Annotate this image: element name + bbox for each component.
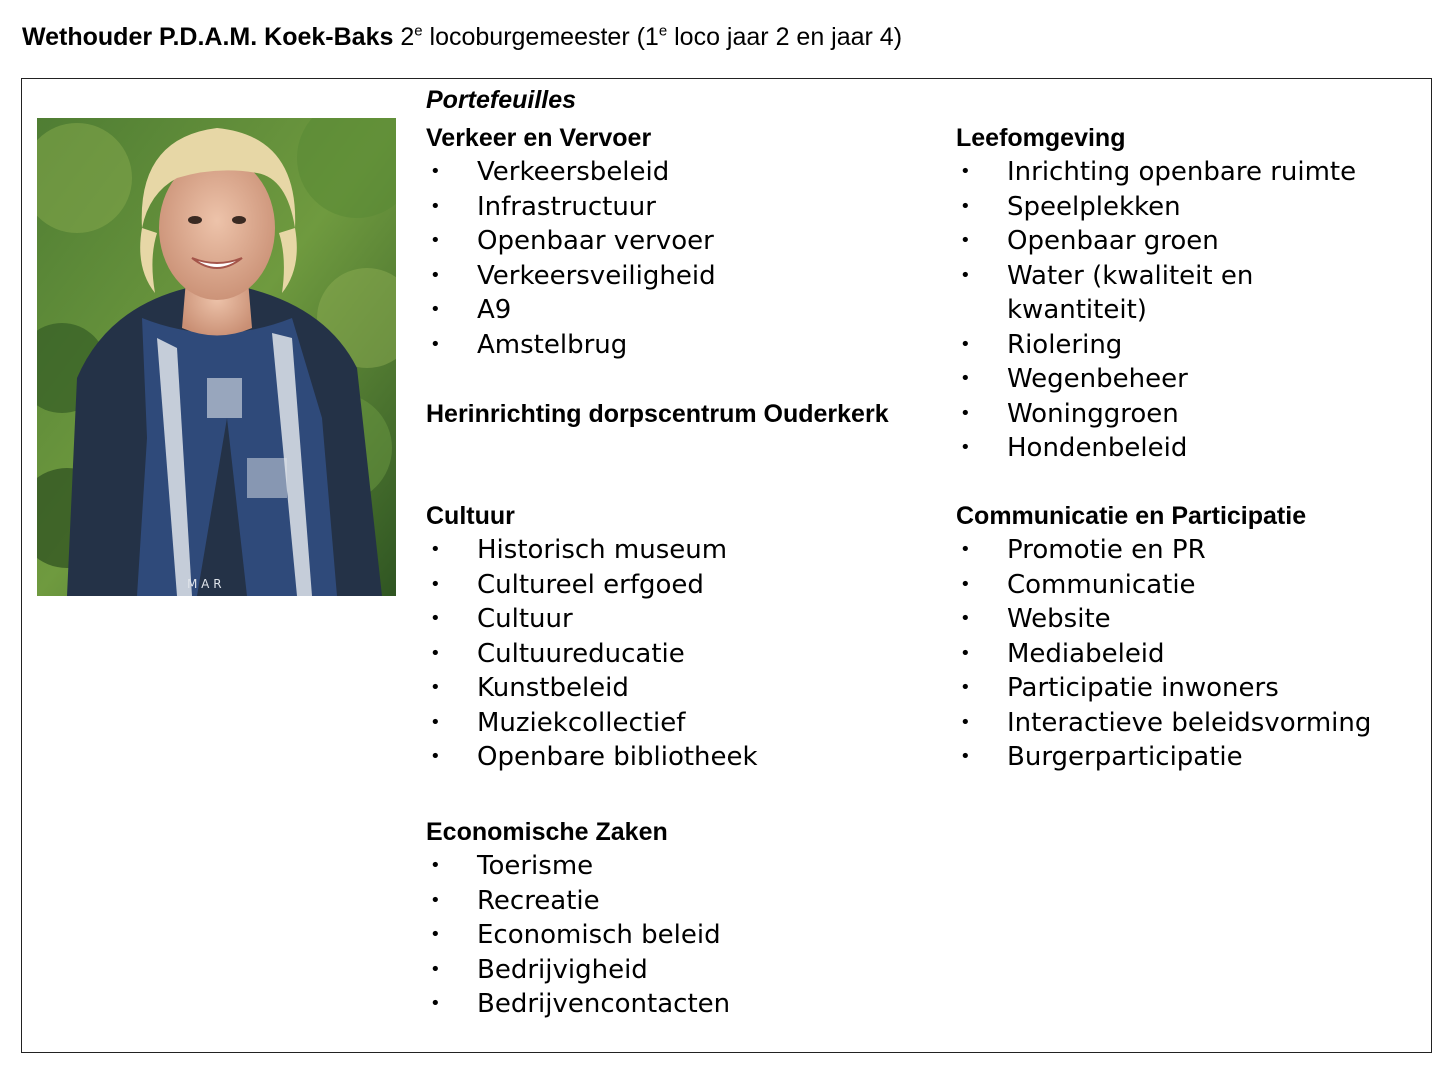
- list-item: • Toerisme: [430, 851, 594, 881]
- list-item: • Verkeersveiligheid: [430, 260, 716, 291]
- list-item: • Inrichting openbare ruimte: [960, 157, 1357, 187]
- list-item: • Participatie inwoners: [960, 673, 1279, 703]
- list-item: • Kunstbeleid: [430, 673, 629, 703]
- list-item: • Infrastructuur: [430, 191, 656, 222]
- list-item: • Economisch beleid: [430, 920, 721, 950]
- list-item: • Openbaar groen: [960, 226, 1219, 256]
- list-item: • Mediabeleid: [960, 638, 1165, 669]
- list-item: • Amstelbrug: [430, 329, 628, 360]
- page-title: [22, 20, 902, 54]
- item-list: [426, 849, 730, 1022]
- item-list: [426, 155, 716, 362]
- list-item: • Riolering: [960, 329, 1123, 360]
- section-title: Economische Zaken: [426, 818, 668, 846]
- scarf-text: M A R: [187, 577, 222, 591]
- list-item: • Communicatie: [960, 569, 1196, 600]
- section-leefomgeving: [956, 121, 1396, 466]
- list-item: • Bedrijvigheid: [430, 954, 648, 985]
- list-item: • Cultuureducatie: [430, 638, 685, 669]
- list-item: • A9: [430, 295, 512, 325]
- loco-sup: e: [658, 22, 668, 40]
- list-item: • Cultuur: [430, 604, 573, 634]
- list-item: • Muziekcollectief: [430, 707, 686, 738]
- section-verkeer: [426, 121, 716, 362]
- section-title: Cultuur: [426, 502, 515, 530]
- section-title: Leefomgeving: [956, 124, 1126, 152]
- list-item: • Bedrijvencontacten: [430, 989, 731, 1019]
- list-item: • Interactieve beleidsvorming: [960, 707, 1372, 738]
- section-title: Herinrichting dorpscentrum Ouderkerk: [426, 400, 889, 428]
- list-item: • Promotie en PR: [960, 535, 1206, 565]
- section-cultuur: [426, 499, 758, 775]
- role-ordinal-sup: e: [414, 22, 423, 40]
- list-item: • Recreatie: [430, 885, 600, 916]
- list-item: • Hondenbeleid: [960, 433, 1188, 463]
- portfolio-heading: Portefeuilles: [426, 86, 577, 114]
- role-suffix: loco jaar 2 en jaar 4): [674, 23, 903, 51]
- list-item: • Openbare bibliotheek: [430, 742, 758, 772]
- section-economie: [426, 815, 730, 1022]
- item-list: [956, 533, 1371, 775]
- list-item: • Verkeersbeleid: [430, 157, 670, 187]
- list-item: • Openbaar vervoer: [430, 226, 714, 256]
- councillor-name: Wethouder P.D.A.M. Koek-Baks: [22, 23, 394, 51]
- list-item: • Burgerparticipatie: [960, 742, 1243, 772]
- role-ordinal: 2: [400, 23, 415, 51]
- list-item: • Cultureel erfgoed: [430, 569, 704, 600]
- list-item: • Website: [960, 604, 1111, 634]
- list-item: • Speelplekken: [960, 191, 1181, 222]
- item-list: [956, 155, 1396, 466]
- section-title: Communicatie en Participatie: [956, 502, 1307, 530]
- list-item: • Water (kwaliteit en kwantiteit): [960, 260, 1254, 325]
- section-communicatie: [956, 499, 1371, 775]
- list-item: • Historisch museum: [430, 535, 728, 565]
- role-text: locoburgemeester (1: [429, 23, 659, 51]
- list-item: • Woninggroen: [960, 398, 1179, 429]
- portrait-photo: [37, 118, 396, 596]
- item-list: [426, 533, 758, 775]
- list-item: • Wegenbeheer: [960, 364, 1188, 394]
- section-title: Verkeer en Vervoer: [426, 124, 652, 152]
- section-herinrichting: [426, 397, 889, 431]
